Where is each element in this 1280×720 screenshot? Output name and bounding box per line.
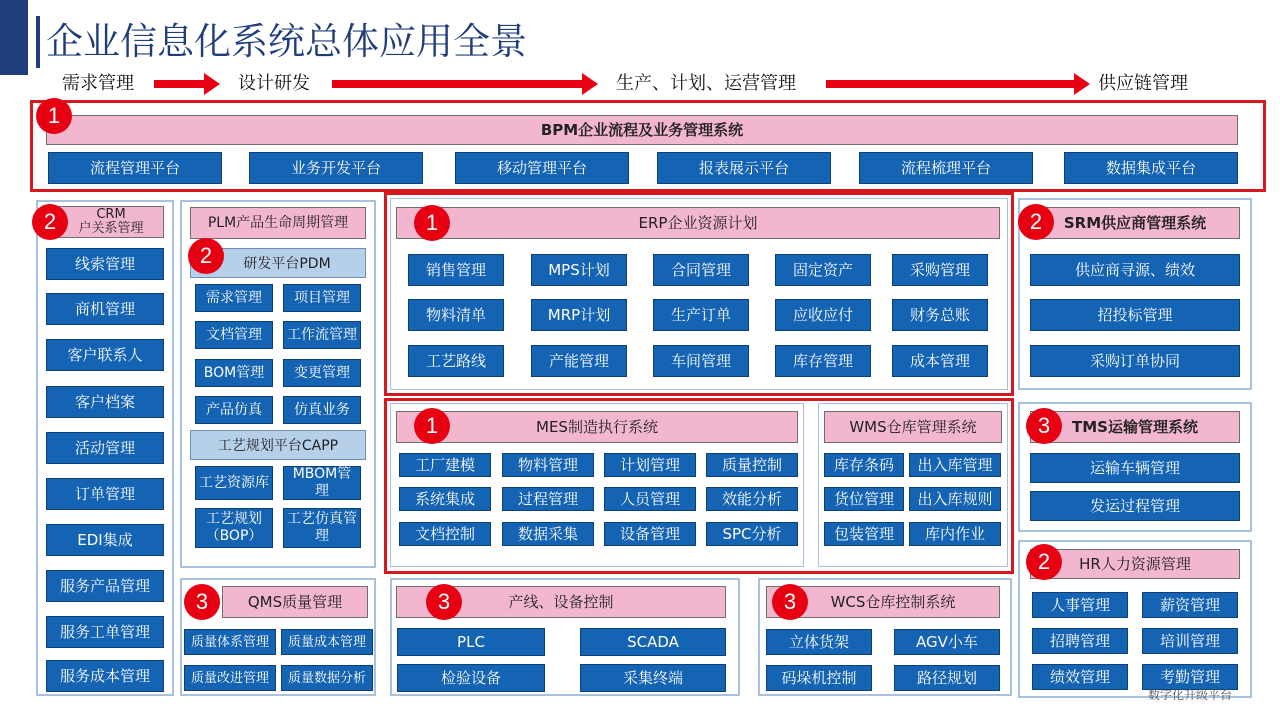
flow-stage-design: 设计研发 xyxy=(238,73,310,94)
erp-item: MRP计划 xyxy=(531,299,627,331)
mes-item: 设备管理 xyxy=(604,522,696,546)
mes-item: 数据采集 xyxy=(502,522,594,546)
srm-title: SRM供应商管理系统 xyxy=(1030,207,1240,239)
mes-item: 计划管理 xyxy=(604,453,696,477)
tms-badge: 3 xyxy=(1026,408,1062,444)
wms-item: 库存条码 xyxy=(824,453,904,477)
erp-item: MPS计划 xyxy=(531,254,627,286)
mes-title: MES制造执行系统 xyxy=(396,411,798,443)
erp-item: 固定资产 xyxy=(775,254,871,286)
line-control-item: PLC xyxy=(397,628,545,656)
line-control-item: 采集终端 xyxy=(580,664,726,692)
bpm-item: 数据集成平台 xyxy=(1064,152,1238,184)
qms-item: 质量成本管理 xyxy=(281,629,373,655)
qms-item: 质量数据分析 xyxy=(281,665,373,691)
flow-stage-supply: 供应链管理 xyxy=(1098,73,1188,94)
crm-title xyxy=(58,206,164,238)
wcs-item: 码垛机控制 xyxy=(766,665,872,691)
crm-item: 服务工单管理 xyxy=(46,616,164,648)
crm-item: 客户联系人 xyxy=(46,339,164,371)
hr-title: HR人力资源管理 xyxy=(1030,549,1240,579)
wcs-item: AGV小车 xyxy=(894,629,1000,655)
hr-item: 考勤管理 xyxy=(1142,664,1238,690)
pdm-item: 工作流管理 xyxy=(283,321,361,349)
watermark-text: 数字化升级平台 xyxy=(1148,688,1233,702)
mes-item: SPC分析 xyxy=(706,522,798,546)
bpm-badge: 1 xyxy=(36,98,72,134)
wcs-badge: 3 xyxy=(772,584,808,620)
mes-item: 物料管理 xyxy=(502,453,594,477)
line-control-title: 产线、设备控制 xyxy=(396,586,726,618)
line-control-item: SCADA xyxy=(580,628,726,656)
title-divider xyxy=(36,16,40,68)
erp-item: 生产订单 xyxy=(653,299,749,331)
erp-item: 车间管理 xyxy=(653,345,749,377)
crm-item: 活动管理 xyxy=(46,432,164,464)
crm-item: 客户档案 xyxy=(46,386,164,418)
mes-item: 工厂建模 xyxy=(399,453,491,477)
wms-item: 出入库管理 xyxy=(909,453,1001,477)
tms-title: TMS运输管理系统 xyxy=(1030,411,1240,443)
pdm-item: 项目管理 xyxy=(283,284,361,312)
erp-item: 物料清单 xyxy=(408,299,504,331)
wms-item: 库内作业 xyxy=(909,522,1001,546)
mes-item: 效能分析 xyxy=(706,487,798,511)
mes-item: 质量控制 xyxy=(706,453,798,477)
capp-item: 工艺仿真管理 xyxy=(283,508,361,548)
capp-item: 工艺规划（BOP） xyxy=(195,508,273,548)
hr-item: 薪资管理 xyxy=(1142,592,1238,618)
flow-stage-demand: 需求管理 xyxy=(62,73,134,94)
capp-item: 工艺资源库 xyxy=(195,466,273,500)
qms-title: QMS质量管理 xyxy=(222,586,368,618)
crm-item: 订单管理 xyxy=(46,478,164,510)
crm-title-line: CRM xyxy=(96,207,126,222)
pdm-item: 产品仿真 xyxy=(195,396,273,424)
qms-item: 质量体系管理 xyxy=(184,629,276,655)
title-accent-bar xyxy=(0,0,28,75)
wcs-item: 路径规划 xyxy=(894,665,1000,691)
wms-item: 出入库规则 xyxy=(909,487,1001,511)
bpm-item: 流程管理平台 xyxy=(48,152,222,184)
erp-item: 库存管理 xyxy=(775,345,871,377)
srm-item: 招投标管理 xyxy=(1030,299,1240,331)
wms-item: 货位管理 xyxy=(824,487,904,511)
srm-item: 采购订单协同 xyxy=(1030,345,1240,377)
erp-badge: 1 xyxy=(414,205,450,241)
qms-badge: 3 xyxy=(184,584,220,620)
hr-item: 绩效管理 xyxy=(1032,664,1128,690)
hr-item: 招聘管理 xyxy=(1032,628,1128,654)
bpm-title: BPM企业流程及业务管理系统 xyxy=(46,115,1238,145)
capp-item: MBOM管理 xyxy=(283,466,361,500)
pdm-title: 研发平台PDM xyxy=(190,248,366,278)
mes-badge: 1 xyxy=(414,408,450,444)
crm-badge: 2 xyxy=(32,204,68,240)
pdm-item: 仿真业务 xyxy=(283,396,361,424)
hr-item: 培训管理 xyxy=(1142,628,1238,654)
erp-title: ERP企业资源计划 xyxy=(396,207,1000,239)
plm-title: PLM产品生命周期管理 xyxy=(190,207,366,239)
flow-arrow-icon xyxy=(332,77,598,91)
pdm-item: 文档管理 xyxy=(195,321,273,349)
flow-stage-production: 生产、计划、运营管理 xyxy=(616,73,796,94)
qms-item: 质量改进管理 xyxy=(184,665,276,691)
erp-item: 工艺路线 xyxy=(408,345,504,377)
erp-item: 销售管理 xyxy=(408,254,504,286)
page-title: 企业信息化系统总体应用全景 xyxy=(46,20,527,63)
crm-item: 商机管理 xyxy=(46,293,164,325)
mes-item: 系统集成 xyxy=(399,487,491,511)
erp-item: 采购管理 xyxy=(892,254,988,286)
bpm-item: 移动管理平台 xyxy=(455,152,629,184)
pdm-item: BOM管理 xyxy=(195,359,273,387)
bpm-item: 流程梳理平台 xyxy=(859,152,1033,184)
line-control-badge: 3 xyxy=(426,584,462,620)
wcs-item: 立体货架 xyxy=(766,629,872,655)
erp-item: 产能管理 xyxy=(531,345,627,377)
mes-item: 人员管理 xyxy=(604,487,696,511)
capp-title: 工艺规划平台CAPP xyxy=(190,430,366,460)
bpm-item: 业务开发平台 xyxy=(249,152,423,184)
tms-item: 运输车辆管理 xyxy=(1030,453,1240,483)
srm-badge: 2 xyxy=(1018,204,1054,240)
srm-item: 供应商寻源、绩效 xyxy=(1030,254,1240,286)
crm-item: 服务产品管理 xyxy=(46,570,164,602)
flow-arrow-icon xyxy=(154,77,220,91)
wms-item: 包装管理 xyxy=(824,522,904,546)
crm-item: 线索管理 xyxy=(46,248,164,280)
plm-badge: 2 xyxy=(188,238,224,274)
erp-item: 合同管理 xyxy=(653,254,749,286)
erp-item: 成本管理 xyxy=(892,345,988,377)
flow-arrow-icon xyxy=(826,77,1090,91)
mes-item: 文档控制 xyxy=(399,522,491,546)
tms-item: 发运过程管理 xyxy=(1030,491,1240,521)
erp-item: 应收应付 xyxy=(775,299,871,331)
crm-item: EDI集成 xyxy=(46,524,164,556)
erp-item: 财务总账 xyxy=(892,299,988,331)
crm-item: 服务成本管理 xyxy=(46,660,164,692)
hr-badge: 2 xyxy=(1026,544,1062,580)
wms-title: WMS仓库管理系统 xyxy=(824,411,1002,443)
bpm-item: 报表展示平台 xyxy=(657,152,831,184)
line-control-item: 检验设备 xyxy=(397,664,545,692)
crm-title-line: 户关系管理 xyxy=(78,221,144,236)
pdm-item: 变更管理 xyxy=(283,359,361,387)
mes-item: 过程管理 xyxy=(502,487,594,511)
wcs-title: WCS仓库控制系统 xyxy=(766,586,1000,618)
pdm-item: 需求管理 xyxy=(195,284,273,312)
hr-item: 人事管理 xyxy=(1032,592,1128,618)
